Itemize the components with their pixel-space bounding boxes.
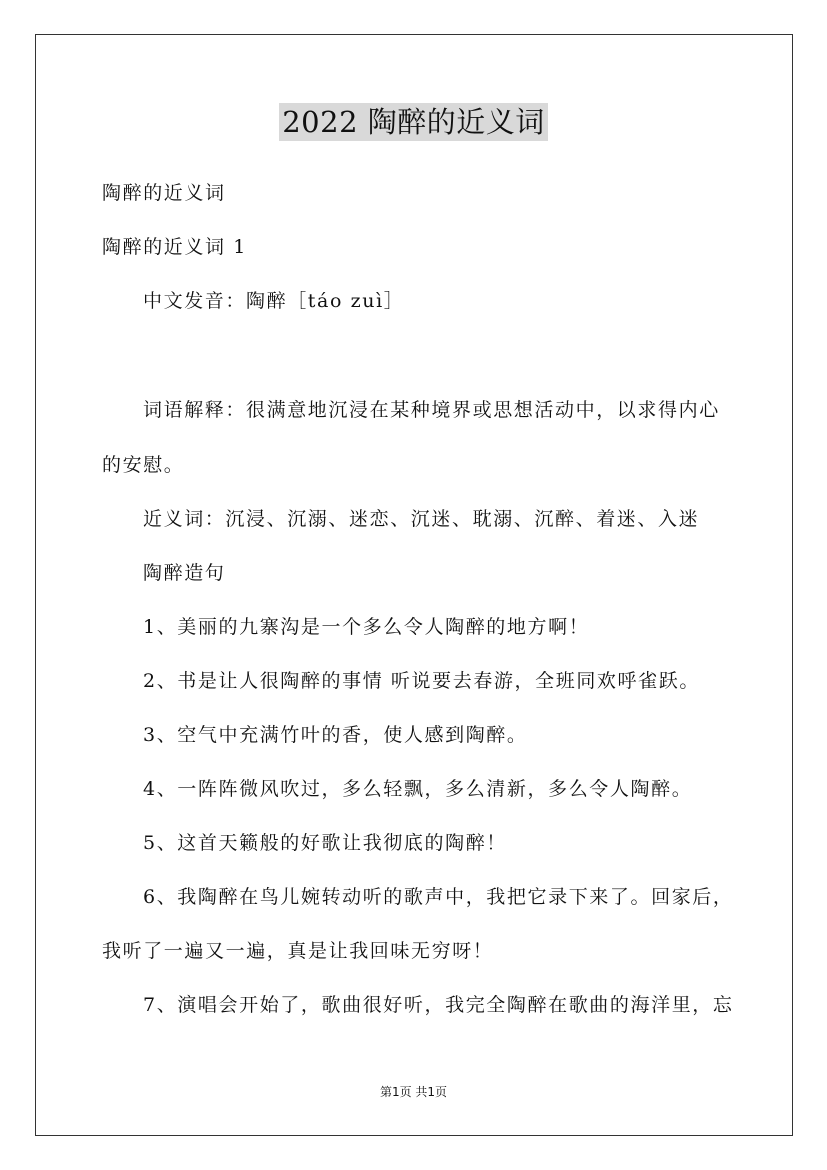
definition-line: 词语解释：很满意地沉浸在某种境界或思想活动中，以求得内心 — [143, 399, 720, 421]
subheading-line: 陶醉的近义词 1 — [102, 236, 247, 258]
example-6: 6、我陶醉在鸟儿婉转动听的歌声中，我把它录下来了。回家后， — [143, 886, 734, 908]
definition-continued-line: 的安慰。 — [102, 454, 185, 476]
example-4: 4、一阵阵微风吹过，多么轻飘，多么清新，多么令人陶醉。 — [143, 778, 693, 800]
example-3: 3、空气中充满竹叶的香，使人感到陶醉。 — [143, 724, 528, 746]
heading-line: 陶醉的近义词 — [102, 182, 226, 204]
pronunciation-line: 中文发音：陶醉［táo zuì］ — [143, 290, 405, 312]
example-7: 7、演唱会开始了，歌曲很好听，我完全陶醉在歌曲的海洋里，忘 — [143, 994, 734, 1016]
example-1: 1、美丽的九寨沟是一个多么令人陶醉的地方啊！ — [143, 616, 590, 638]
synonyms-line: 近义词：沉浸、沉溺、迷恋、沉迷、耽溺、沉醉、着迷、入迷 — [143, 508, 700, 530]
example-6-continued: 我听了一遍又一遍，真是让我回味无穷呀！ — [102, 940, 494, 962]
examples-heading: 陶醉造句 — [143, 562, 226, 584]
document-title: 2022 陶醉的近义词 — [279, 103, 548, 141]
example-5: 5、这首天籁般的好歌让我彻底的陶醉！ — [143, 832, 507, 854]
page-footer: 第1页 共1页 — [379, 1085, 448, 1099]
title-container — [0, 103, 827, 141]
example-2: 2、书是让人很陶醉的事情 听说要去春游，全班同欢呼雀跃。 — [143, 670, 700, 692]
